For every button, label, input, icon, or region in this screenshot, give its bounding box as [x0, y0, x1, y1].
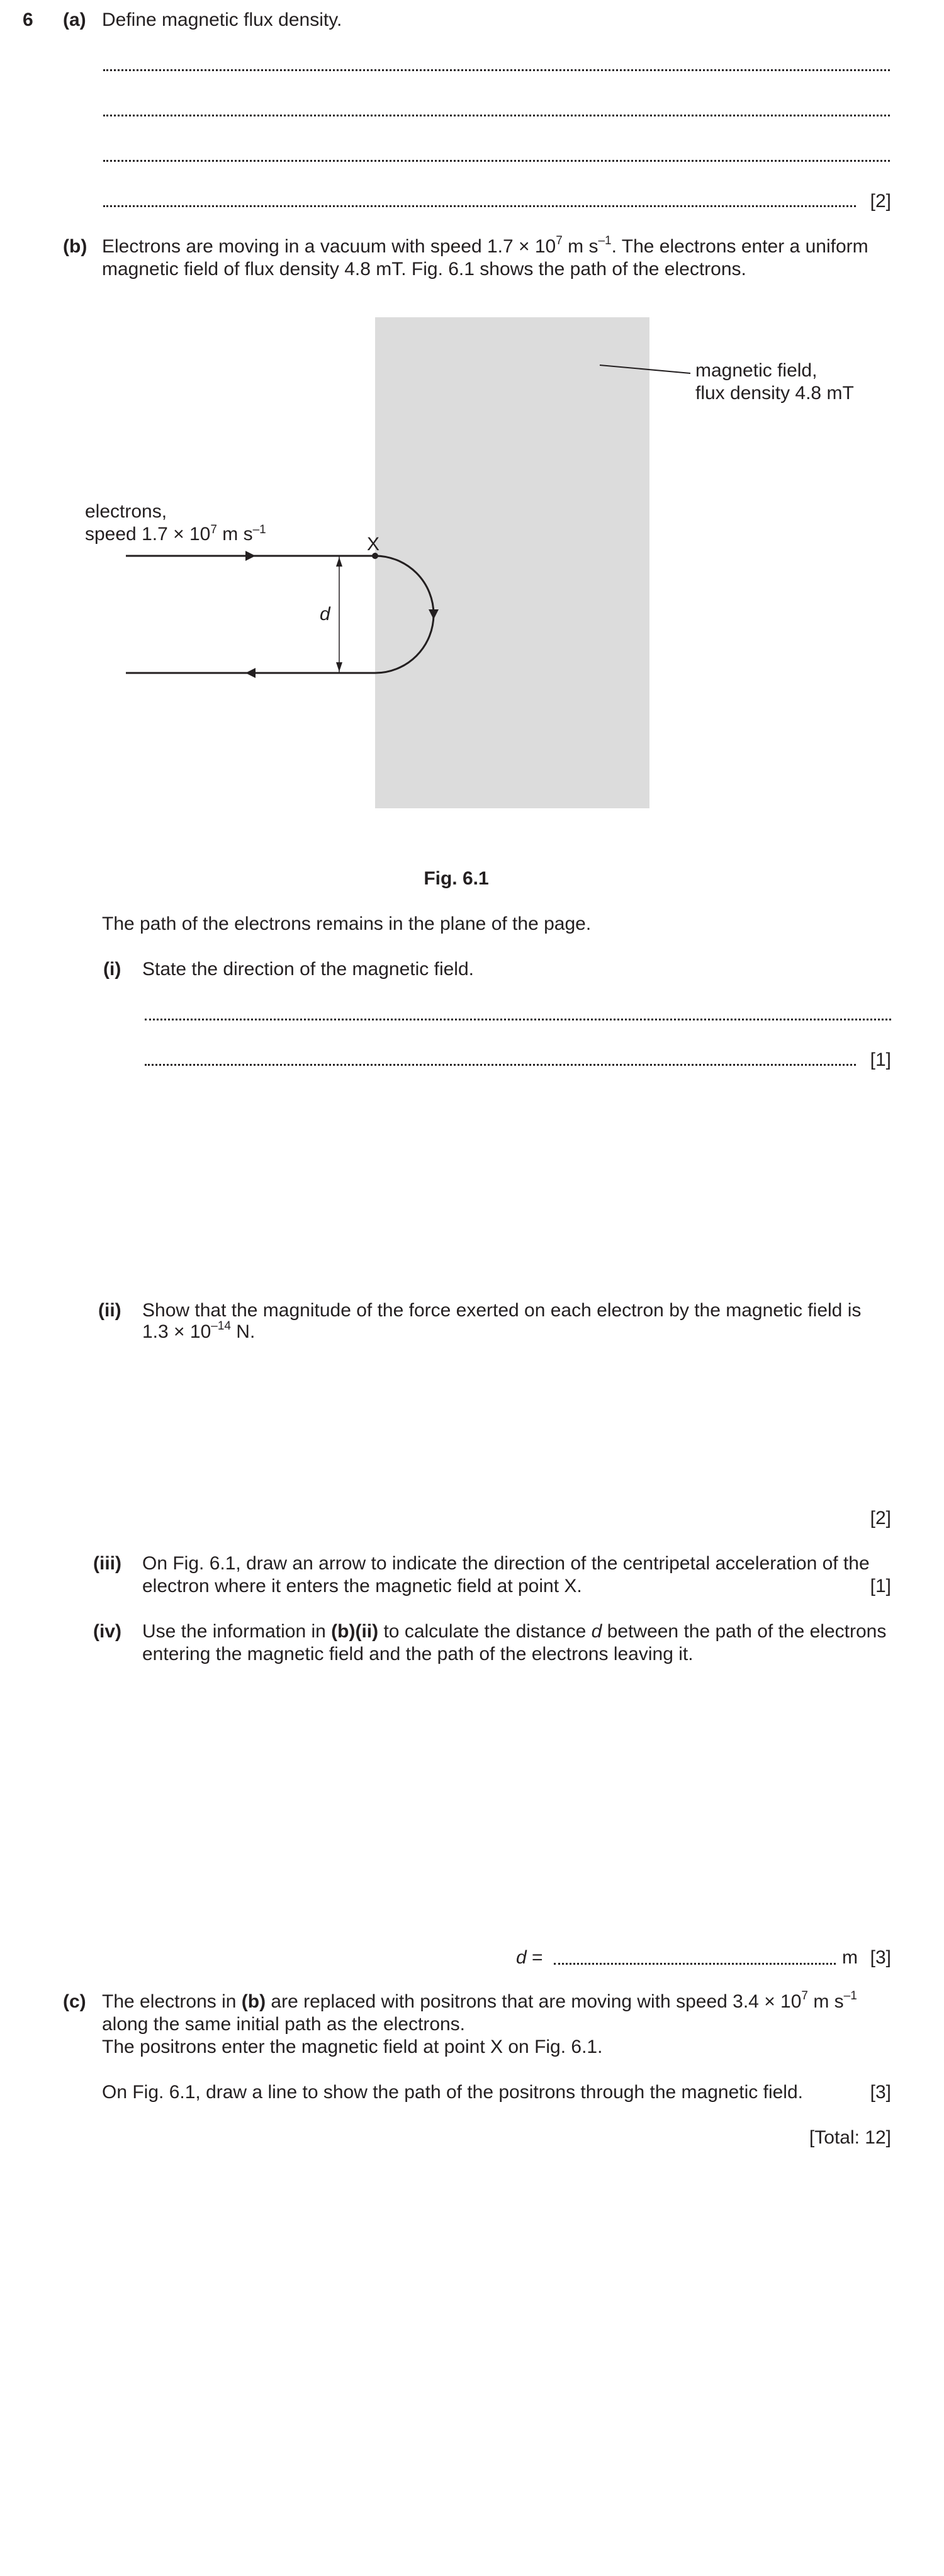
- part-b-iv-marks: [3]: [870, 1947, 891, 1968]
- answer-line[interactable]: [145, 1064, 856, 1066]
- part-c-line3: The positrons enter the magnetic field at point X on Fig. 6.1.: [102, 2037, 603, 2057]
- figure-caption: Fig. 6.1: [424, 868, 489, 889]
- part-b-iii-prompt-line2: electron where it enters the magnetic field at point X.: [142, 1576, 582, 1596]
- distance-arrow-top: [336, 557, 342, 567]
- part-c-line2: along the same initial path as the electrons.: [102, 2014, 466, 2035]
- answer-line[interactable]: [103, 160, 890, 162]
- part-b-i-prompt: State the direction of the magnetic field.: [142, 959, 474, 980]
- point-x-label: X: [367, 534, 380, 555]
- part-c-line1: The electrons in (b) are replaced with positrons that are moving with speed $3.4 \times 10^7$ m $s^{-1}$: [102, 1989, 857, 2012]
- part-c-marks: [3]: [870, 2082, 891, 2103]
- figure-6-1: [0, 302, 944, 907]
- part-c-line4: On Fig. 6.1, draw a line to show the path of the positrons through the magnetic field.: [102, 2082, 803, 2103]
- electrons-label-line1: electrons,: [85, 501, 167, 522]
- part-b-ii-prompt-line2: $1.3 \times 10^{-14}$ N.: [142, 1319, 256, 1342]
- part-b-iv-prompt-line1: Use the information in (b)(ii) to calculate the distance d between the path of the electrons: [142, 1621, 887, 1642]
- distance-label: d: [320, 604, 330, 624]
- electrons-label-line2: speed $1.7 \times 10^7$ m $s^{-1}$: [85, 523, 266, 545]
- answer-line[interactable]: [145, 1019, 891, 1020]
- part-b-label: (b): [63, 236, 87, 257]
- part-b-i-label: (i): [103, 959, 121, 980]
- part-b-iv-label: (iv): [93, 1621, 121, 1642]
- part-b-iii-marks: [1]: [870, 1576, 891, 1596]
- part-b-iv-prompt-line2: entering the magnetic field and the path of the electrons leaving it.: [142, 1644, 694, 1664]
- magnetic-field-region: [375, 317, 649, 808]
- incoming-arrowhead: [245, 551, 256, 561]
- part-a-prompt: Define magnetic flux density.: [102, 9, 342, 30]
- plane-statement: The path of the electrons remains in the plane of the page.: [102, 913, 592, 934]
- answer-line[interactable]: [554, 1963, 836, 1965]
- part-a-label: (a): [63, 9, 86, 30]
- total-marks: [Total: 12]: [809, 2127, 891, 2148]
- part-c-label: (c): [63, 1991, 86, 2012]
- part-b-ii-prompt-line1: Show that the magnitude of the force exerted on each electron by the magnetic field is: [142, 1300, 862, 1321]
- question-number: 6: [23, 9, 33, 30]
- part-b-ii-marks: [2]: [870, 1508, 891, 1528]
- field-label-line2: flux density 4.8 mT: [695, 383, 854, 404]
- part-b-iv-answer-label: d =: [516, 1947, 543, 1968]
- part-b-ii-label: (ii): [98, 1300, 121, 1321]
- part-b-iv-unit: m: [842, 1947, 858, 1968]
- part-a-marks: [2]: [870, 191, 891, 212]
- answer-line[interactable]: [103, 205, 856, 207]
- part-b-iii-label: (iii): [93, 1553, 121, 1574]
- part-b-intro-line1: Electrons are moving in a vacuum with speed $1.7 \times 10^7$ m $s^{-1}$. The electrons enter a uniform: [102, 234, 868, 257]
- part-b-intro-line2: magnetic field of flux density 4.8 mT. Fig. 6.1 shows the path of the electrons.: [102, 259, 746, 280]
- answer-line[interactable]: [103, 69, 890, 71]
- field-label-line1: magnetic field,: [695, 360, 818, 381]
- part-b-iii-prompt-line1: On Fig. 6.1, draw an arrow to indicate the direction of the centripetal acceleration of the: [142, 1553, 870, 1574]
- answer-line[interactable]: [103, 115, 890, 116]
- distance-arrow-bottom: [336, 662, 342, 672]
- outgoing-arrowhead: [245, 668, 256, 678]
- part-b-i-marks: [1]: [870, 1049, 891, 1070]
